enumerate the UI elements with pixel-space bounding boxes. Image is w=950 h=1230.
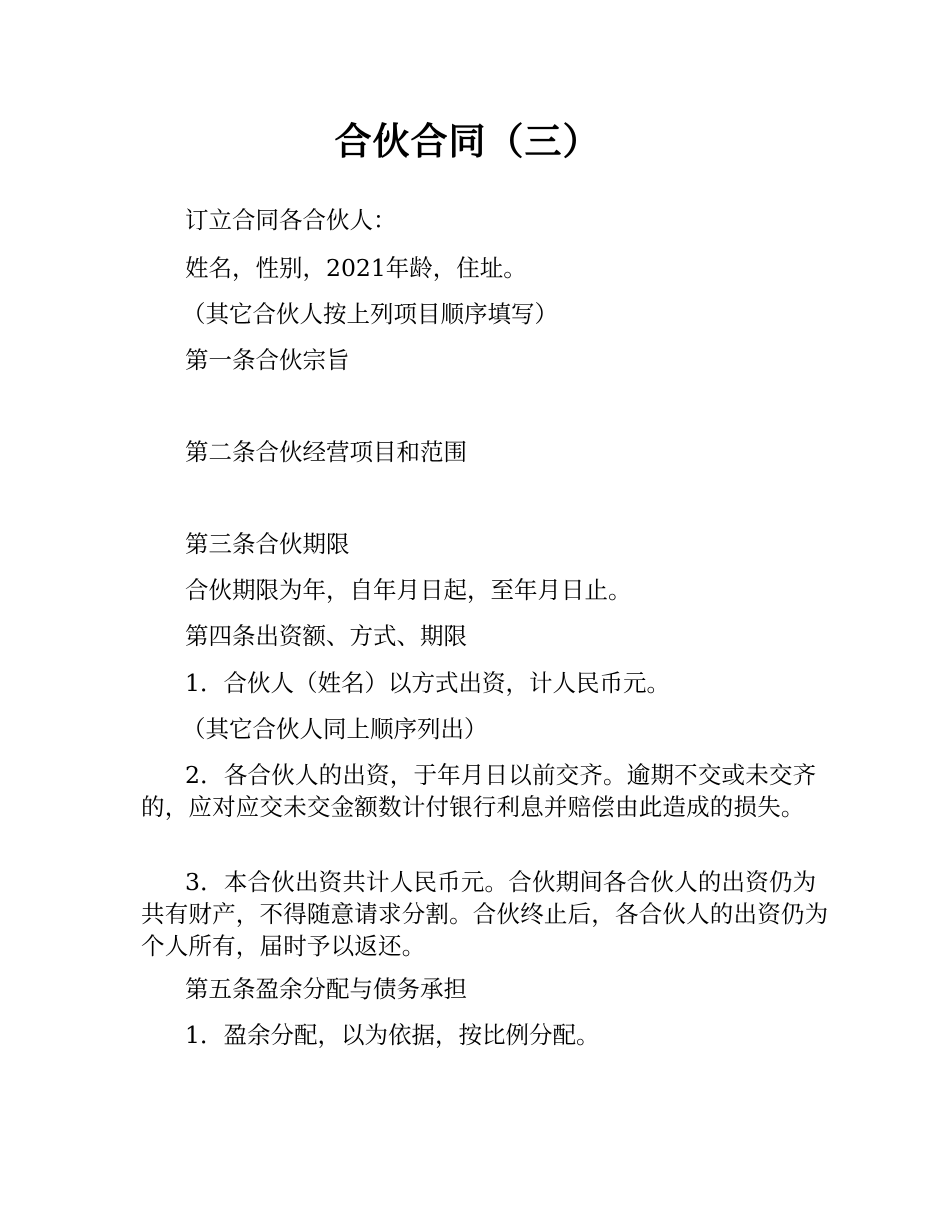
other-partners-note: （其它合伙人按上列项目顺序填写） [182,300,558,328]
document-title: 合伙合同（三） [334,120,601,163]
article-3-heading: 第三条合伙期限 [185,530,350,558]
other-partners-contribution-note: （其它合伙人同上顺序列出） [182,715,488,743]
contribution-clause-1: 1．合伙人（姓名）以方式出资，计人民币元。 [185,669,670,697]
parties-heading: 订立合同各合伙人： [185,206,397,234]
article-4-heading: 第四条出资额、方式、期限 [185,622,467,650]
party-info-line: 姓名，性别，2021年龄，住址。 [185,254,527,282]
article-5-heading: 第五条盈余分配与债务承担 [185,975,467,1003]
profit-distribution-clause: 1．盈余分配，以为依据，按比例分配。 [185,1021,600,1049]
contribution-clause-3: 3．本合伙出资共计人民币元。合伙期间各合伙人的出资仍为共有财产，不得随意请求分割。合伙终止后，各合伙人的出资仍为个人所有，届时予以返还。 [141,868,829,960]
contribution-clause-2: 2．各合伙人的出资，于年月日以前交齐。逾期不交或未交齐的，应对应交未交金额数计付银行利息并赔偿由此造成的损失。 [141,761,817,821]
term-clause: 合伙期限为年，自年月日起，至年月日止。 [185,576,632,604]
article-2-heading: 第二条合伙经营项目和范围 [185,438,467,466]
article-1-heading: 第一条合伙宗旨 [185,346,350,374]
